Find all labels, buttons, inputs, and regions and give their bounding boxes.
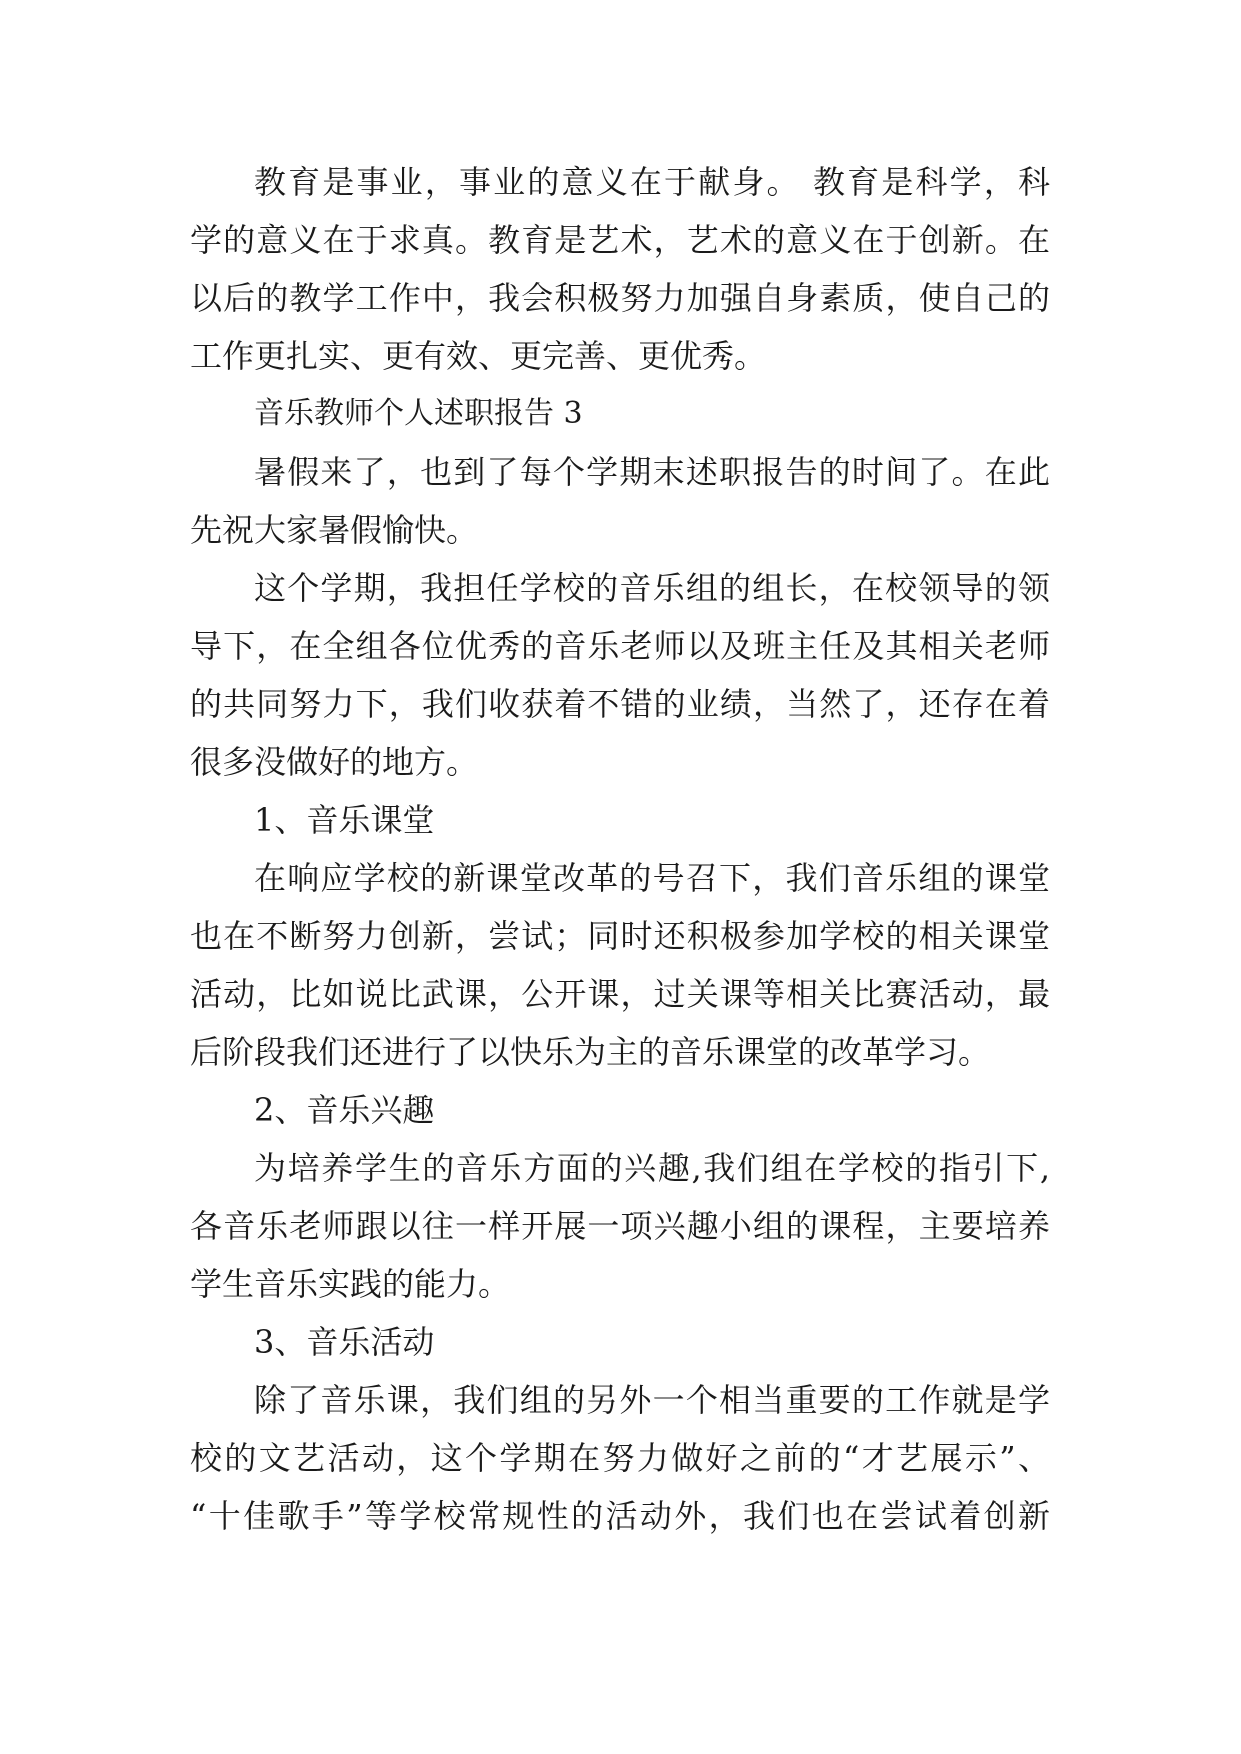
text-line: 后阶段我们还进行了以快乐为主的音乐课堂的改革学习。 bbox=[190, 1033, 991, 1071]
text-line: 导下，在全组各位优秀的音乐老师以及班主任及其相关老师 bbox=[190, 627, 1050, 665]
text-line: 这个学期，我担任学校的音乐组的组长，在校领导的领 bbox=[254, 569, 1050, 607]
list-heading: 3、音乐活动 bbox=[254, 1323, 435, 1361]
text-line: 校的文艺活动，这个学期在努力做好之前的“才艺展示”、 bbox=[190, 1439, 1050, 1477]
text-line: 很多没做好的地方。 bbox=[190, 743, 479, 781]
text-line: 暑假来了，也到了每个学期末述职报告的时间了。在此 bbox=[254, 453, 1050, 491]
text-line: 教育是事业，事业的意义在于献身。 教育是科学，科 bbox=[254, 163, 1050, 201]
text-line: 先祝大家暑假愉快。 bbox=[190, 511, 479, 549]
text-line: 在响应学校的新课堂改革的号召下，我们音乐组的课堂 bbox=[254, 859, 1050, 897]
text-line: 为培养学生的音乐方面的兴趣,我们组在学校的指引下, bbox=[254, 1149, 1050, 1187]
text-line: 学的意义在于求真。教育是艺术，艺术的意义在于创新。在 bbox=[190, 221, 1050, 259]
text-line: 除了音乐课，我们组的另外一个相当重要的工作就是学 bbox=[254, 1381, 1050, 1419]
text-line: 工作更扎实、更有效、更完善、更优秀。 bbox=[190, 337, 767, 375]
list-heading: 1、音乐课堂 bbox=[254, 801, 435, 839]
list-heading: 2、音乐兴趣 bbox=[254, 1091, 435, 1129]
text-line: 以后的教学工作中，我会积极努力加强自身素质，使自己的 bbox=[190, 279, 1050, 317]
text-line: 学生音乐实践的能力。 bbox=[190, 1265, 511, 1303]
text-line: 活动，比如说比武课，公开课，过关课等相关比赛活动，最 bbox=[190, 975, 1050, 1013]
section-title: 音乐教师个人述职报告 3 bbox=[254, 396, 583, 431]
text-line: 的共同努力下，我们收获着不错的业绩，当然了，还存在着 bbox=[190, 685, 1050, 723]
text-line: 也在不断努力创新，尝试；同时还积极参加学校的相关课堂 bbox=[190, 917, 1050, 955]
text-line: “十佳歌手”等学校常规性的活动外，我们也在尝试着创新 bbox=[190, 1497, 1050, 1535]
text-line: 各音乐老师跟以往一样开展一项兴趣小组的课程，主要培养 bbox=[190, 1207, 1050, 1245]
